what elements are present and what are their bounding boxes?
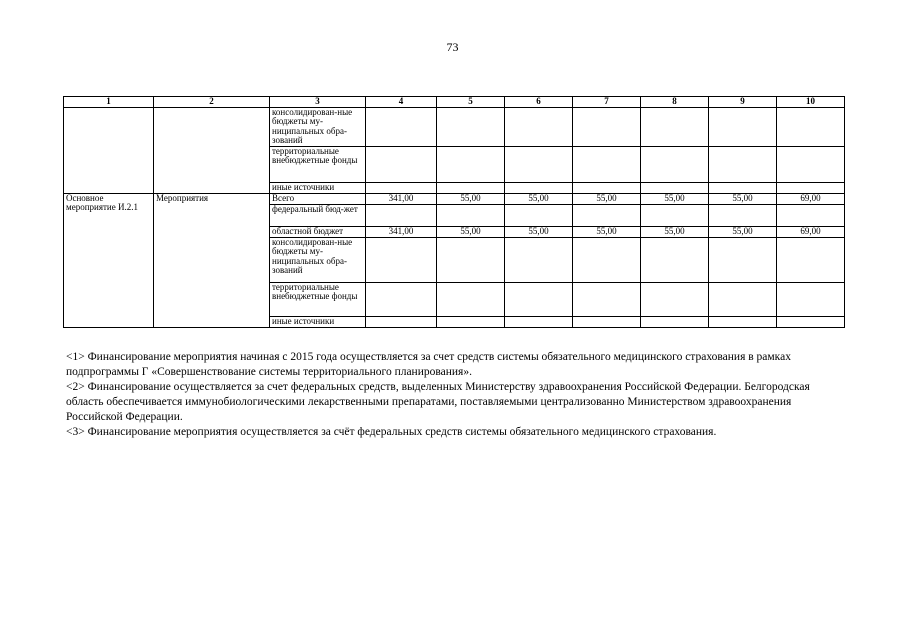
value-cell	[437, 204, 505, 226]
empty-cell	[64, 107, 154, 193]
col-header: 3	[270, 97, 366, 108]
value-cell	[777, 182, 845, 193]
value-cell: 55,00	[437, 226, 505, 237]
source-cell: иные источники	[270, 316, 366, 327]
value-cell	[366, 182, 437, 193]
value-cell: 55,00	[641, 193, 709, 204]
value-cell: 341,00	[366, 226, 437, 237]
value-cell	[573, 146, 641, 182]
value-cell	[709, 282, 777, 316]
value-cell	[505, 204, 573, 226]
source-cell: федеральный бюд-жет	[270, 204, 366, 226]
value-cell	[573, 282, 641, 316]
col-header: 10	[777, 97, 845, 108]
value-cell	[573, 237, 641, 282]
value-cell: 55,00	[505, 193, 573, 204]
value-cell	[641, 282, 709, 316]
value-cell	[437, 182, 505, 193]
value-cell	[437, 237, 505, 282]
value-cell	[437, 316, 505, 327]
table-row	[64, 107, 845, 146]
value-cell	[505, 107, 573, 146]
source-cell: областной бюджет	[270, 226, 366, 237]
value-cell	[777, 237, 845, 282]
col-header: 1	[64, 97, 154, 108]
value-cell: 55,00	[709, 193, 777, 204]
source-cell: консолидирован-ные бюджеты му-ниципальных обра-зований	[270, 107, 366, 146]
value-cell	[366, 282, 437, 316]
col-header: 6	[505, 97, 573, 108]
value-cell	[366, 107, 437, 146]
value-cell	[366, 204, 437, 226]
value-cell	[437, 282, 505, 316]
value-cell	[505, 282, 573, 316]
value-cell	[641, 107, 709, 146]
value-cell	[777, 204, 845, 226]
value-cell	[777, 282, 845, 316]
value-cell	[366, 316, 437, 327]
value-cell	[709, 182, 777, 193]
source-cell: консолидирован-ные бюджеты му-ниципальных обра-зований	[270, 237, 366, 282]
value-cell	[641, 182, 709, 193]
source-cell: территориальные внебюджетные фонды	[270, 282, 366, 316]
value-cell	[709, 237, 777, 282]
value-cell: 69,00	[777, 193, 845, 204]
value-cell	[505, 237, 573, 282]
value-cell	[709, 146, 777, 182]
value-cell	[777, 146, 845, 182]
value-cell	[573, 182, 641, 193]
col-header: 2	[154, 97, 270, 108]
value-cell: 55,00	[573, 193, 641, 204]
empty-cell	[154, 107, 270, 193]
value-cell: 55,00	[437, 193, 505, 204]
value-cell: 55,00	[505, 226, 573, 237]
value-cell	[366, 146, 437, 182]
footnote: <3> Финансирование мероприятия осуществляется за счёт федеральных средств системы обязательного медицинского страхования.	[66, 426, 717, 438]
source-cell: территориальные внебюджетные фонды	[270, 146, 366, 182]
value-cell	[641, 237, 709, 282]
activity-name-cell: Основное мероприятие И.2.1	[64, 193, 154, 327]
activity-type-cell: Мероприятия	[154, 193, 270, 327]
value-cell: 55,00	[641, 226, 709, 237]
value-cell	[505, 316, 573, 327]
value-cell	[366, 237, 437, 282]
value-cell: 69,00	[777, 226, 845, 237]
table-row	[64, 193, 845, 204]
col-header: 5	[437, 97, 505, 108]
value-cell: 55,00	[573, 226, 641, 237]
value-cell	[709, 107, 777, 146]
value-cell	[573, 107, 641, 146]
col-header: 8	[641, 97, 709, 108]
col-header: 4	[366, 97, 437, 108]
value-cell	[573, 316, 641, 327]
value-cell	[505, 146, 573, 182]
header-row	[64, 97, 845, 108]
value-cell	[777, 107, 845, 146]
page-number: 73	[446, 40, 459, 54]
value-cell	[573, 204, 641, 226]
value-cell	[641, 316, 709, 327]
col-header: 7	[573, 97, 641, 108]
footnotes	[66, 350, 846, 440]
value-cell: 55,00	[709, 226, 777, 237]
value-cell	[709, 316, 777, 327]
value-cell	[437, 146, 505, 182]
value-cell	[505, 182, 573, 193]
value-cell	[437, 107, 505, 146]
value-cell: 341,00	[366, 193, 437, 204]
financing-table	[63, 96, 845, 328]
footnote: <2> Финансирование осуществляется за счет федеральных средств, выделенных Министерству здравоохранения Российской Федерации. Белгородская область обеспечивается иммунобиологическими лекарственными препаратами, поставляемыми централизованно Министерством здравоохранения Российской Федерации.	[66, 381, 810, 423]
value-cell	[709, 204, 777, 226]
value-cell	[777, 316, 845, 327]
col-header: 9	[709, 97, 777, 108]
source-cell: Всего	[270, 193, 366, 204]
value-cell	[641, 204, 709, 226]
value-cell	[641, 146, 709, 182]
footnote: <1> Финансирование мероприятия начиная с 2015 года осуществляется за счет средств системы обязательного медицинского страхования в рамках подпрограммы Г «Совершенствование системы территориального планирования».	[66, 351, 791, 378]
source-cell: иные источники	[270, 182, 366, 193]
